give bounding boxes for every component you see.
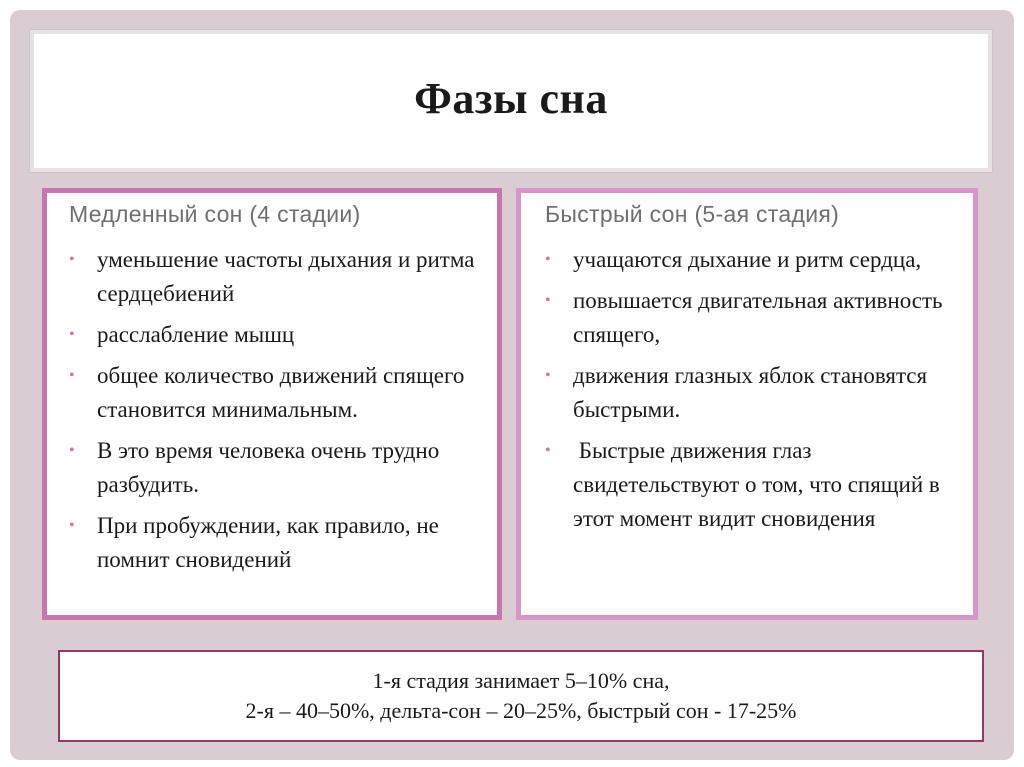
bullet-icon: •: [545, 292, 551, 309]
list-item-text: уменьшение частоты дыхания и ритма сердцебиений: [97, 247, 475, 306]
list-item-text: При пробуждении, как правило, не помнит сновидений: [97, 513, 439, 572]
list-item: [545, 284, 963, 352]
bullet-icon: •: [69, 517, 75, 534]
bullet-icon: •: [545, 251, 551, 268]
list-item: [69, 318, 487, 352]
bullet-icon: •: [69, 326, 75, 343]
bullet-icon: •: [545, 442, 551, 459]
list-item: [545, 434, 963, 536]
list-item-text: Быстрые движения глаз свидетельствуют о том, что спящий в этот момент видит сновидения: [573, 438, 946, 531]
list-item-text: В это время человека очень трудно разбудить.: [97, 438, 440, 497]
list-item: [69, 434, 487, 502]
bullet-icon: •: [545, 367, 551, 384]
list-item: [69, 243, 487, 311]
list-item-text: повышается двигательная активность спящего,: [573, 288, 943, 347]
rem-sleep-heading: Быстрый сон (5-ая стадия): [545, 201, 840, 227]
list-item: [69, 509, 487, 577]
list-item-text: движения глазных яблок становятся быстрыми.: [573, 363, 928, 422]
list-item: [545, 359, 963, 427]
rem-sleep-panel: [516, 188, 978, 620]
rem-sleep-list: [545, 243, 963, 543]
slow-sleep-heading: Медленный сон (4 стадии): [69, 201, 361, 227]
slow-sleep-panel: [42, 188, 502, 620]
bullet-icon: •: [69, 251, 75, 268]
title-box: [30, 30, 992, 172]
list-item: [69, 359, 487, 427]
slow-sleep-list: [69, 243, 487, 584]
bullet-icon: •: [69, 442, 75, 459]
list-item-text: учащаются дыхание и ритм сердца,: [573, 247, 922, 272]
list-item-text: общее количество движений спящего становится минимальным.: [97, 363, 465, 422]
stage-percentages-line-2: 2-я – 40–50%, дельта-сон – 20–25%, быстрый сон - 17-25%: [245, 698, 797, 723]
bullet-icon: •: [69, 367, 75, 384]
stage-percentages-box: [58, 650, 984, 742]
list-item-text: расслабление мышц: [97, 322, 295, 347]
stage-percentages-line-1: 1-я стадия занимает 5–10% сна,: [372, 668, 670, 693]
list-item: [545, 243, 963, 277]
slide-title: Фазы сна: [414, 73, 608, 123]
